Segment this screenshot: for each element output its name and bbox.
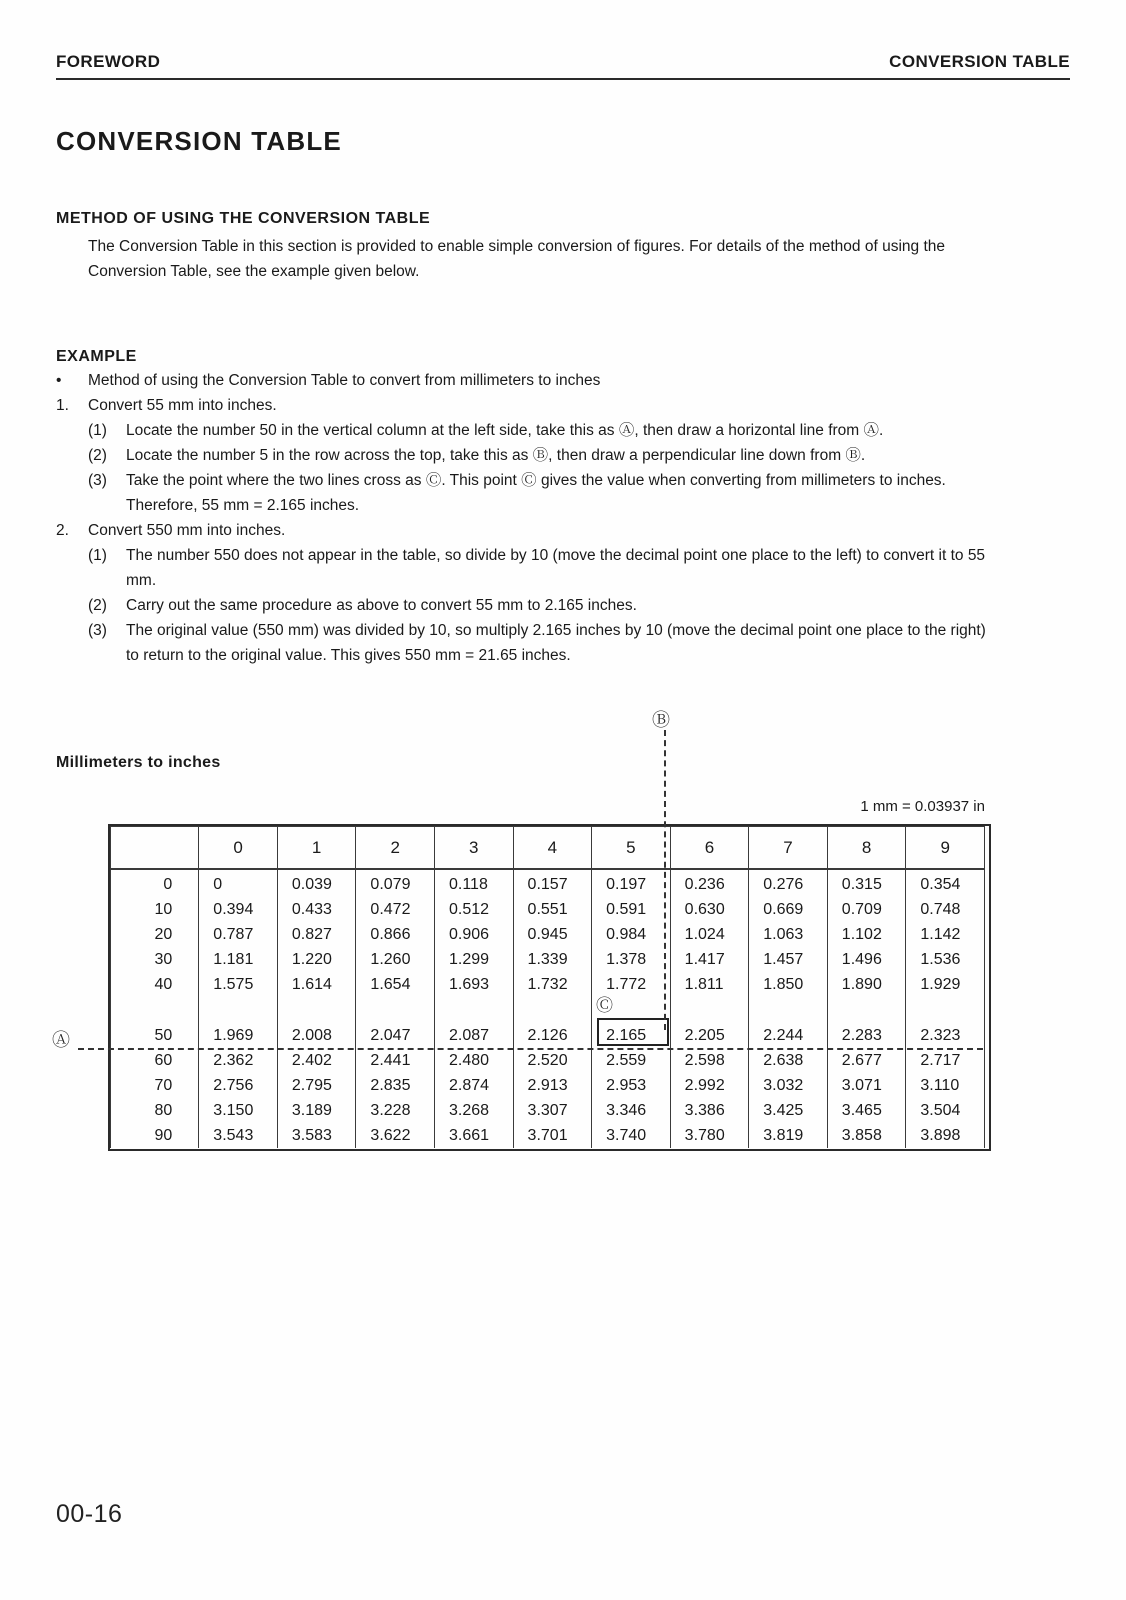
marker-b-icon: Ⓑ [652,710,670,731]
table-cell: 0.906 [434,922,513,947]
table-cell: 2.362 [199,1048,278,1073]
table-head [111,827,985,870]
table-corner-cell [111,827,199,870]
table-column-header: 8 [827,827,906,870]
table-cell: 3.346 [592,1098,671,1123]
table-cell: 2.953 [592,1073,671,1098]
list-marker: (1) [88,422,107,439]
table-cell: 2.165 [592,1023,671,1048]
table-row [111,1123,985,1148]
table-column-header: 5 [592,827,671,870]
table-cell: 2.638 [749,1048,828,1073]
list-item [56,518,991,543]
method-body-text: The Conversion Table in this section is provided to enable simple conversion of figures. For details of the method of using the Conversion Table, see the example given below. [88,238,945,280]
table-cell: 2.244 [749,1023,828,1048]
list-text: The original value (550 mm) was divided by 10, so multiply 2.165 inches by 10 (move the decimal point one place to the right) to return to the original value. This gives 550 mm = 21.65 inches. [126,622,986,664]
table-cell: 3.465 [827,1098,906,1123]
table-cell: 1.929 [906,972,985,997]
list-text: Locate the number 5 in the row across the top, take this as Ⓑ, then draw a perpendicular line down from Ⓑ. [126,447,866,464]
table-row-label: 60 [111,1048,199,1073]
running-header [56,52,1070,82]
table-gap-cell [749,997,828,1023]
table-column-header: 4 [513,827,592,870]
table-row-label: 20 [111,922,199,947]
table-header-separator [110,868,985,869]
table-cell: 3.150 [199,1098,278,1123]
table-cell: 1.614 [277,972,356,997]
table-cell: 3.228 [356,1098,435,1123]
table-cell: 0.984 [592,922,671,947]
table-cell: 3.425 [749,1098,828,1123]
list-text: The number 550 does not appear in the table, so divide by 10 (move the decimal point one place to the left) to convert it to 55 mm. [126,547,986,589]
table-row-label: 70 [111,1073,199,1098]
table-row [111,947,985,972]
method-heading: METHOD OF USING THE CONVERSION TABLE [56,210,431,227]
table-cell: 3.386 [670,1098,749,1123]
table-body [111,870,985,1149]
table-cell: 0.197 [592,870,671,898]
table-cell: 0.945 [513,922,592,947]
table-cell: 0.748 [906,897,985,922]
table-cell: 0.512 [434,897,513,922]
table-cell: 2.402 [277,1048,356,1073]
table-cell: 3.504 [906,1098,985,1123]
list-text: Method of using the Conversion Table to convert from millimeters to inches [88,372,601,389]
table-row-label: 40 [111,972,199,997]
table-gap-cell [111,997,199,1023]
marker-c-icon: Ⓒ [596,996,613,1016]
table-cell: 3.622 [356,1123,435,1148]
table-cell: 1.732 [513,972,592,997]
table-cell: 3.583 [277,1123,356,1148]
table-column-header: 0 [199,827,278,870]
table-cell: 0.354 [906,870,985,898]
table-cell: 1.417 [670,947,749,972]
table-cell: 1.772 [592,972,671,997]
table-row [111,1023,985,1048]
table-cell: 0 [199,870,278,898]
table-cell: 3.858 [827,1123,906,1148]
table-cell: 1.693 [434,972,513,997]
table-cell: 0.551 [513,897,592,922]
table-cell: 0.591 [592,897,671,922]
table-cell: 0.472 [356,897,435,922]
table-column-header: 9 [906,827,985,870]
table-cell: 1.496 [827,947,906,972]
table-cell: 3.032 [749,1073,828,1098]
running-header-left: FOREWORD [56,52,161,71]
table-cell: 0.866 [356,922,435,947]
table-gap-cell [356,997,435,1023]
table-gap-cell [434,997,513,1023]
guide-line-horizontal-a [78,1048,983,1050]
table-row [111,1073,985,1098]
list-item [88,468,991,518]
table-row [111,922,985,947]
table-title: Millimeters to inches [56,754,221,771]
table-cell: 2.480 [434,1048,513,1073]
example-list [56,368,991,668]
table-cell: 0.236 [670,870,749,898]
table-cell: 0.118 [434,870,513,898]
table-cell: 2.598 [670,1048,749,1073]
table-column-header: 7 [749,827,828,870]
list-text: Convert 550 mm into inches. [88,522,286,539]
table-cell: 2.717 [906,1048,985,1073]
list-item [56,393,991,418]
table-cell: 0.827 [277,922,356,947]
table-row-label: 0 [111,870,199,898]
list-item [56,368,991,393]
table-cell: 3.110 [906,1073,985,1098]
table-column-header: 2 [356,827,435,870]
table-column-header: 6 [670,827,749,870]
table-column-header: 3 [434,827,513,870]
table-cell: 3.819 [749,1123,828,1148]
page-folio: 00-16 [56,1500,123,1528]
table-cell: 3.543 [199,1123,278,1148]
page-title: CONVERSION TABLE [56,126,342,156]
table-row-label: 10 [111,897,199,922]
table-cell: 0.630 [670,897,749,922]
table-cell: 2.677 [827,1048,906,1073]
table-row [111,897,985,922]
table-cell: 1.811 [670,972,749,997]
list-text: Convert 55 mm into inches. [88,397,277,414]
table-cell: 2.126 [513,1023,592,1048]
table-row [111,1098,985,1123]
table-cell: 1.890 [827,972,906,997]
table-cell: 0.669 [749,897,828,922]
table-gap-cell [906,997,985,1023]
table-cell: 1.024 [670,922,749,947]
table-row-label: 90 [111,1123,199,1148]
table-cell: 1.536 [906,947,985,972]
table-row [111,972,985,997]
table-cell: 1.850 [749,972,828,997]
table-header-row [111,827,985,870]
table-cell: 0.787 [199,922,278,947]
list-text: Locate the number 50 in the vertical column at the left side, take this as Ⓐ, then draw a horizontal line from Ⓐ. [126,422,884,439]
list-marker: • [56,372,62,389]
table-cell: 3.071 [827,1073,906,1098]
table-cell: 1.181 [199,947,278,972]
table-cell: 1.102 [827,922,906,947]
table-cell: 2.756 [199,1073,278,1098]
table-gap-cell [513,997,592,1023]
table-cell: 2.323 [906,1023,985,1048]
table-cell: 1.260 [356,947,435,972]
table-gap-cell [199,997,278,1023]
list-marker: (2) [88,447,107,464]
list-marker: (3) [88,622,107,639]
table-gap-cell [277,997,356,1023]
running-header-right: CONVERSION TABLE [889,52,1070,71]
table-cell: 3.307 [513,1098,592,1123]
table-cell: 0.039 [277,870,356,898]
table-cell: 2.913 [513,1073,592,1098]
unit-conversion-note: 1 mm = 0.03937 in [860,798,985,815]
table-cell: 3.780 [670,1123,749,1148]
table-gap-cell [670,997,749,1023]
table-cell: 2.047 [356,1023,435,1048]
table-cell: 3.740 [592,1123,671,1148]
table-cell: 2.874 [434,1073,513,1098]
table-cell: 3.701 [513,1123,592,1148]
table-cell: 2.835 [356,1073,435,1098]
table-cell: 1.969 [199,1023,278,1048]
list-item [88,543,991,593]
table-cell: 1.457 [749,947,828,972]
table-gap-cell [827,997,906,1023]
table-cell: 1.575 [199,972,278,997]
list-text: Carry out the same procedure as above to convert 55 mm to 2.165 inches. [126,597,637,614]
list-item [88,443,991,468]
table-cell: 2.795 [277,1073,356,1098]
table-cell: 2.087 [434,1023,513,1048]
example-heading: EXAMPLE [56,348,137,365]
list-marker: (3) [88,472,107,489]
table-cell: 1.339 [513,947,592,972]
table-cell: 2.441 [356,1048,435,1073]
table-cell: 0.276 [749,870,828,898]
table-cell: 0.394 [199,897,278,922]
guide-line-vertical-b [664,730,666,1030]
table-cell: 2.559 [592,1048,671,1073]
conversion-table [110,826,985,1148]
table-row [111,1048,985,1073]
table-row-label: 80 [111,1098,199,1123]
list-text: Take the point where the two lines cross as Ⓒ. This point Ⓒ gives the value when converting from millimeters to inches. Therefore, 55 mm = 2.165 inches. [126,472,946,514]
table-row [111,870,985,898]
table-column-header: 1 [277,827,356,870]
list-marker: 2. [56,522,69,539]
marker-a-icon: Ⓐ [52,1030,70,1051]
table-gap-row [111,997,985,1023]
table-cell: 2.205 [670,1023,749,1048]
table-cell: 2.520 [513,1048,592,1073]
table-cell: 3.189 [277,1098,356,1123]
table-cell: 1.220 [277,947,356,972]
list-marker: (1) [88,547,107,564]
list-item [88,618,991,668]
table-cell: 0.709 [827,897,906,922]
table-cell: 1.299 [434,947,513,972]
header-rule [56,78,1070,80]
table-cell: 1.063 [749,922,828,947]
table-cell: 2.992 [670,1073,749,1098]
table-cell: 1.378 [592,947,671,972]
table-row-label: 30 [111,947,199,972]
list-marker: 1. [56,397,69,414]
list-item [88,593,991,618]
table-cell: 1.142 [906,922,985,947]
table-row-label: 50 [111,1023,199,1048]
table-cell: 0.315 [827,870,906,898]
table-cell: 2.008 [277,1023,356,1048]
table-cell: 3.268 [434,1098,513,1123]
list-marker: (2) [88,597,107,614]
table-cell: 1.654 [356,972,435,997]
table-cell: 2.283 [827,1023,906,1048]
table-cell: 0.157 [513,870,592,898]
list-item [88,418,991,443]
table-cell: 3.661 [434,1123,513,1148]
table-cell: 0.433 [277,897,356,922]
table-cell: 0.079 [356,870,435,898]
table-cell: 3.898 [906,1123,985,1148]
